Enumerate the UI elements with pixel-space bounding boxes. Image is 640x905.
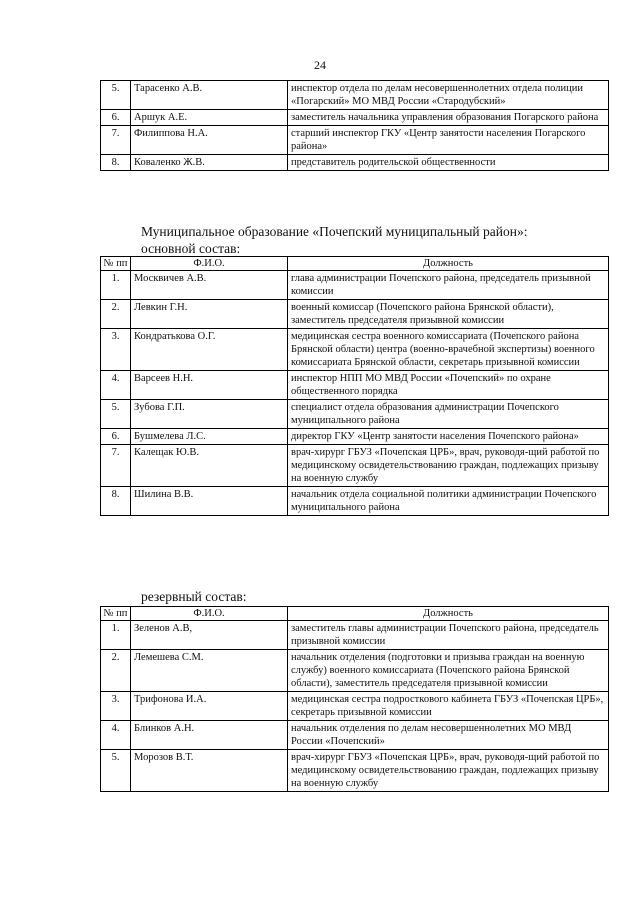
row-number: 7. xyxy=(101,445,131,487)
table-row xyxy=(101,300,609,329)
page-number: 24 xyxy=(314,58,326,72)
person-position: врач-хирург ГБУЗ «Почепская ЦРБ», врач, руководя-щий работой по медицинскому освидетельствованию граждан, подлежащих призыву на военную службу xyxy=(288,445,609,487)
table-row xyxy=(101,155,609,171)
table-row xyxy=(101,400,609,429)
person-name: Зубова Г.П. xyxy=(131,400,288,429)
header-num: № пп xyxy=(101,607,131,621)
person-name: Тарасенко А.В. xyxy=(131,81,288,110)
person-position: начальник отдела социальной политики администрации Почепского муниципального района xyxy=(288,487,609,516)
row-number: 7. xyxy=(101,126,131,155)
header-position: Должность xyxy=(288,607,609,621)
person-name: Лемешева С.М. xyxy=(131,650,288,692)
section-title-pochep xyxy=(141,223,527,257)
person-position: медицинская сестра подросткового кабинета ГБУЗ «Почепская ЦРБ», секретарь призывной комиссии xyxy=(288,692,609,721)
row-number: 1. xyxy=(101,271,131,300)
person-name: Шилина В.В. xyxy=(131,487,288,516)
row-number: 2. xyxy=(101,300,131,329)
table-header-row xyxy=(101,257,609,271)
header-position: Должность xyxy=(288,257,609,271)
table-row xyxy=(101,329,609,371)
table-row xyxy=(101,487,609,516)
row-number: 6. xyxy=(101,429,131,445)
person-position: старший инспектор ГКУ «Центр занятости населения Погарского района» xyxy=(288,126,609,155)
section-title-reserve: резервный состав: xyxy=(141,589,247,604)
header-name: Ф.И.О. xyxy=(131,257,288,271)
person-position: представитель родительской общественности xyxy=(288,155,609,171)
table-row xyxy=(101,110,609,126)
table-row xyxy=(101,429,609,445)
person-name: Трифонова И.А. xyxy=(131,692,288,721)
person-name: Филиппова Н.А. xyxy=(131,126,288,155)
header-name: Ф.И.О. xyxy=(131,607,288,621)
commission-table-main xyxy=(100,256,609,516)
row-number: 5. xyxy=(101,750,131,792)
table-header-row xyxy=(101,607,609,621)
person-name: Коваленко Ж.В. xyxy=(131,155,288,171)
table-row xyxy=(101,650,609,692)
row-number: 3. xyxy=(101,692,131,721)
person-position: начальник отделения по делам несовершеннолетних МО МВД России «Почепский» xyxy=(288,721,609,750)
person-name: Калещак Ю.В. xyxy=(131,445,288,487)
row-number: 5. xyxy=(101,400,131,429)
row-number: 5. xyxy=(101,81,131,110)
row-number: 4. xyxy=(101,371,131,400)
person-name: Москвичев А.В. xyxy=(131,271,288,300)
section-title-line1: Муниципальное образование «Почепский муниципальный район»: xyxy=(141,224,528,239)
person-name: Морозов В.Т. xyxy=(131,750,288,792)
row-number: 6. xyxy=(101,110,131,126)
table-row xyxy=(101,692,609,721)
section-title-line2: основной состав: xyxy=(141,241,241,256)
row-number: 1. xyxy=(101,621,131,650)
person-position: врач-хирург ГБУЗ «Почепская ЦРБ», врач, руководя-щий работой по медицинскому освидетельствованию граждан, подлежащих призыву на военную службу xyxy=(288,750,609,792)
person-position: начальник отделения (подготовки и призыва граждан на военную службу) военного комиссариата (Почепского района Брянской области), заместитель председателя призывной комиссии xyxy=(288,650,609,692)
person-position: заместитель начальника управления образования Погарского района xyxy=(288,110,609,126)
table-row xyxy=(101,721,609,750)
person-name: Аршук А.Е. xyxy=(131,110,288,126)
person-name: Зеленов А.В, xyxy=(131,621,288,650)
header-num: № пп xyxy=(101,257,131,271)
table-row xyxy=(101,750,609,792)
person-name: Кондратькова О.Г. xyxy=(131,329,288,371)
person-position: заместитель главы администрации Почепского района, председатель призывной комиссии xyxy=(288,621,609,650)
commission-table-reserve xyxy=(100,606,609,792)
person-name: Левкин Г.Н. xyxy=(131,300,288,329)
person-position: медицинская сестра военного комиссариата (Почепского района Брянской области) центра (военно-врачебной экспертизы) военного комиссариата Брянской области, секретарь призывной комиссии xyxy=(288,329,609,371)
person-name: Бушмелева Л.С. xyxy=(131,429,288,445)
person-position: инспектор отдела по делам несовершеннолетних отдела полиции «Погарский» МО МВД России «Стародубский» xyxy=(288,81,609,110)
row-number: 2. xyxy=(101,650,131,692)
table-row xyxy=(101,445,609,487)
person-position: инспектор НПП МО МВД России «Почепский» по охране общественного порядка xyxy=(288,371,609,400)
row-number: 8. xyxy=(101,487,131,516)
table-row xyxy=(101,371,609,400)
row-number: 4. xyxy=(101,721,131,750)
person-position: военный комиссар (Почепского района Брянской области), заместитель председателя призывной комиссии xyxy=(288,300,609,329)
person-position: специалист отдела образования администрации Почепского муниципального района xyxy=(288,400,609,429)
table-row xyxy=(101,81,609,110)
table-row xyxy=(101,621,609,650)
row-number: 8. xyxy=(101,155,131,171)
person-name: Варсеев Н.Н. xyxy=(131,371,288,400)
table-row xyxy=(101,271,609,300)
person-position: глава администрации Почепского района, председатель призывной комиссии xyxy=(288,271,609,300)
table-row xyxy=(101,126,609,155)
row-number: 3. xyxy=(101,329,131,371)
person-name: Блинков А.Н. xyxy=(131,721,288,750)
person-position: директор ГКУ «Центр занятости населения Почепского района» xyxy=(288,429,609,445)
commission-table-pogar xyxy=(100,80,609,171)
